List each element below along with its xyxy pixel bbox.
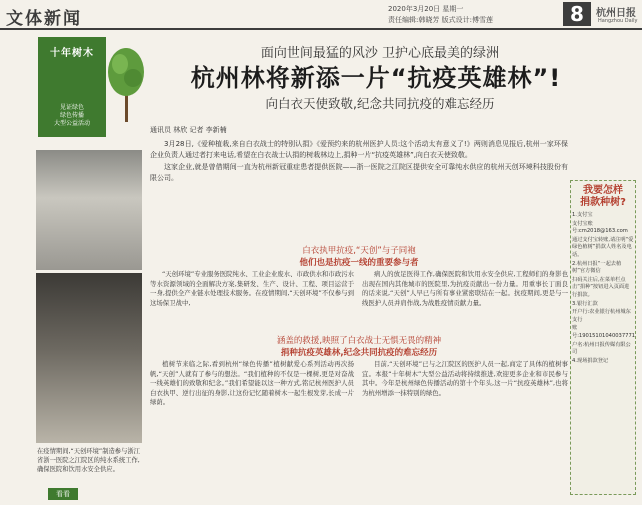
- sidebar-item: 账号:19015101040037771: [572, 325, 636, 339]
- paper-name: 杭州日报: [596, 8, 636, 19]
- page-header: [0, 0, 642, 30]
- sidebar-item: 通过支付宝转账,请注明“爱绿色植树”捐款人姓名及电话。: [572, 236, 634, 258]
- campaign-subtitle: [40, 104, 104, 128]
- column-3-text: 植树节来临之际,看到杭州“绿色传播”植树献爱心系列活动再次扬帆,“天创”人就有了参与的想法。“我们植种的不仅是一棵树,更是对奋战一线英雄们的致敬和纪念。”我们希望能以这一种方式,铭记杭州医护人员白衣执甲、逆行出征的身影,让这份记忆随着树木一起生根发芽,长成一片绿荫。: [150, 360, 354, 407]
- sidebar-title-line-1: 我要怎样: [583, 185, 623, 196]
- sidebar-title-line-2: 捐款种树?: [580, 197, 626, 208]
- section-2-heading-top: 涵盖的救援,映照了白衣战士无惧无畏的精神: [276, 336, 442, 346]
- campaign-title: 十年树木: [50, 48, 94, 59]
- sidebar-item: 4.现场捐款登记: [572, 357, 609, 364]
- editor-credit: 责任编辑:韩晓芳 版式设计:傅雪莲: [388, 16, 493, 24]
- sidebar-item: 3.银行汇款: [572, 300, 598, 307]
- sidebar-item: 支付宝账号:cm2018@163.com: [572, 220, 628, 235]
- column-1-text: “天创环境”专业服务医院纯水、工业企业废水、市政供水和市政污水等水资源领域的全面解决方案,集研发、生产、设计、工程、项目运营于一身,提供全产业链水处理技术服务。在疫情期间,“天创环境”不仅参与到这场保卫战中,: [150, 270, 354, 307]
- section-1-heading-main: 他们也是抗疫一线的重要参与者: [299, 258, 419, 268]
- sidebar-item: 1.支付宝: [572, 212, 593, 218]
- sidebar-item: 2.杭州日报“一起去植树”官方微信: [572, 260, 622, 275]
- sidebar-item: 开户行:农业银行杭州城东支行: [572, 309, 631, 323]
- article-column-2: [362, 270, 568, 309]
- paper-name-en: Hangzhou Daily: [598, 18, 638, 24]
- sidebar-instructions: [572, 212, 634, 366]
- article-byline: 通讯员 林欣 记者 李新楠: [150, 126, 227, 134]
- column-4-text: 目前,“天创环境”已与之江院区的医护人员一起,商定了具体的植树事宜。本报“十年树木”大型公益活动将持续推进,欢迎更多企业和市民参与其中。今年是杭州绿色传播活动的第十个年头,这一片“抗疫英雄林”,也将为杭州增添一抹特别的绿色。: [362, 360, 568, 397]
- issue-date: 2020年3月20日 星期一: [388, 5, 464, 13]
- page-number: 8: [563, 2, 591, 26]
- article-column-3: [150, 360, 354, 409]
- article-subheadline-top: 面向世间最猛的风沙 卫护心底最美的绿洲: [260, 46, 500, 61]
- worker-protective-suit-photo: [36, 273, 142, 443]
- campaign-subtitle-2: 绿色传播: [59, 112, 84, 119]
- column-2-text: 病人的放足医得工作,确保医院和饮用水安全供应,工程师们的身影也出现在国内其他城市的医院里,为抗疫贡献出一份力量。用重事长丁面良的话来说,“天创”人早已与所有事业紧密联结在一起。抗疫期间,更是与一线医护人员并肩作战,为战胜疫情贡献力量。: [362, 270, 568, 307]
- section-title: 文体新闻: [6, 9, 82, 29]
- article-lead: [150, 139, 568, 185]
- photo-caption: 在疫情期间,“天创环境”制造参与浙江省浙一医院之江院区的纯水系统工作,确保医院和饮用水安全供应。: [37, 448, 140, 473]
- campaign-subtitle-1: 见证绿色: [59, 104, 84, 111]
- section-2-heading-main: 捐种抗疫英雄林,纪念共同抗疫的难忘经历: [280, 348, 438, 358]
- article-column-1: [150, 270, 354, 309]
- sidebar-item: 扫码关注后,在菜单栏点击“捐种”按钮进入页面进行捐款。: [572, 276, 630, 298]
- section-1-heading-top: 白衣执甲抗疫,“天创”与子同袍: [302, 246, 416, 256]
- footer-tag: 看看: [48, 488, 78, 500]
- campaign-subtitle-3: 大型公益活动: [53, 120, 90, 127]
- sidebar-item: 户名:杭州日报传媒有限公司: [572, 341, 631, 356]
- article-subheadline-bottom: 向白衣天使致敬,纪念共同抗疫的难忘经历: [265, 96, 495, 111]
- water-equipment-photo: [36, 150, 142, 270]
- lead-paragraph-1: 3月28日,《爱种植栽,来自白衣战士的特别认捐》《爱预约来的杭州医护人员:这个活动太有意义了!》两则消息见报后,杭州一家环保企业负责人通过者打来电话,希望在白衣战士认捐的树栽林边上,捐种一片“抗疫英雄林”,向白衣天使致敬。: [150, 140, 568, 159]
- article-column-4: [362, 360, 568, 399]
- sidebar-title: [572, 185, 634, 209]
- article-headline: 杭州林将新添一片“抗疫英雄林”!: [190, 64, 562, 92]
- lead-paragraph-2: 这家企业,就是曾借期间一直为杭州新冠重症患者提供医院——浙一医院之江院区提供安全可靠纯水供应的杭州天创环境科技股份有限公司。: [150, 163, 568, 182]
